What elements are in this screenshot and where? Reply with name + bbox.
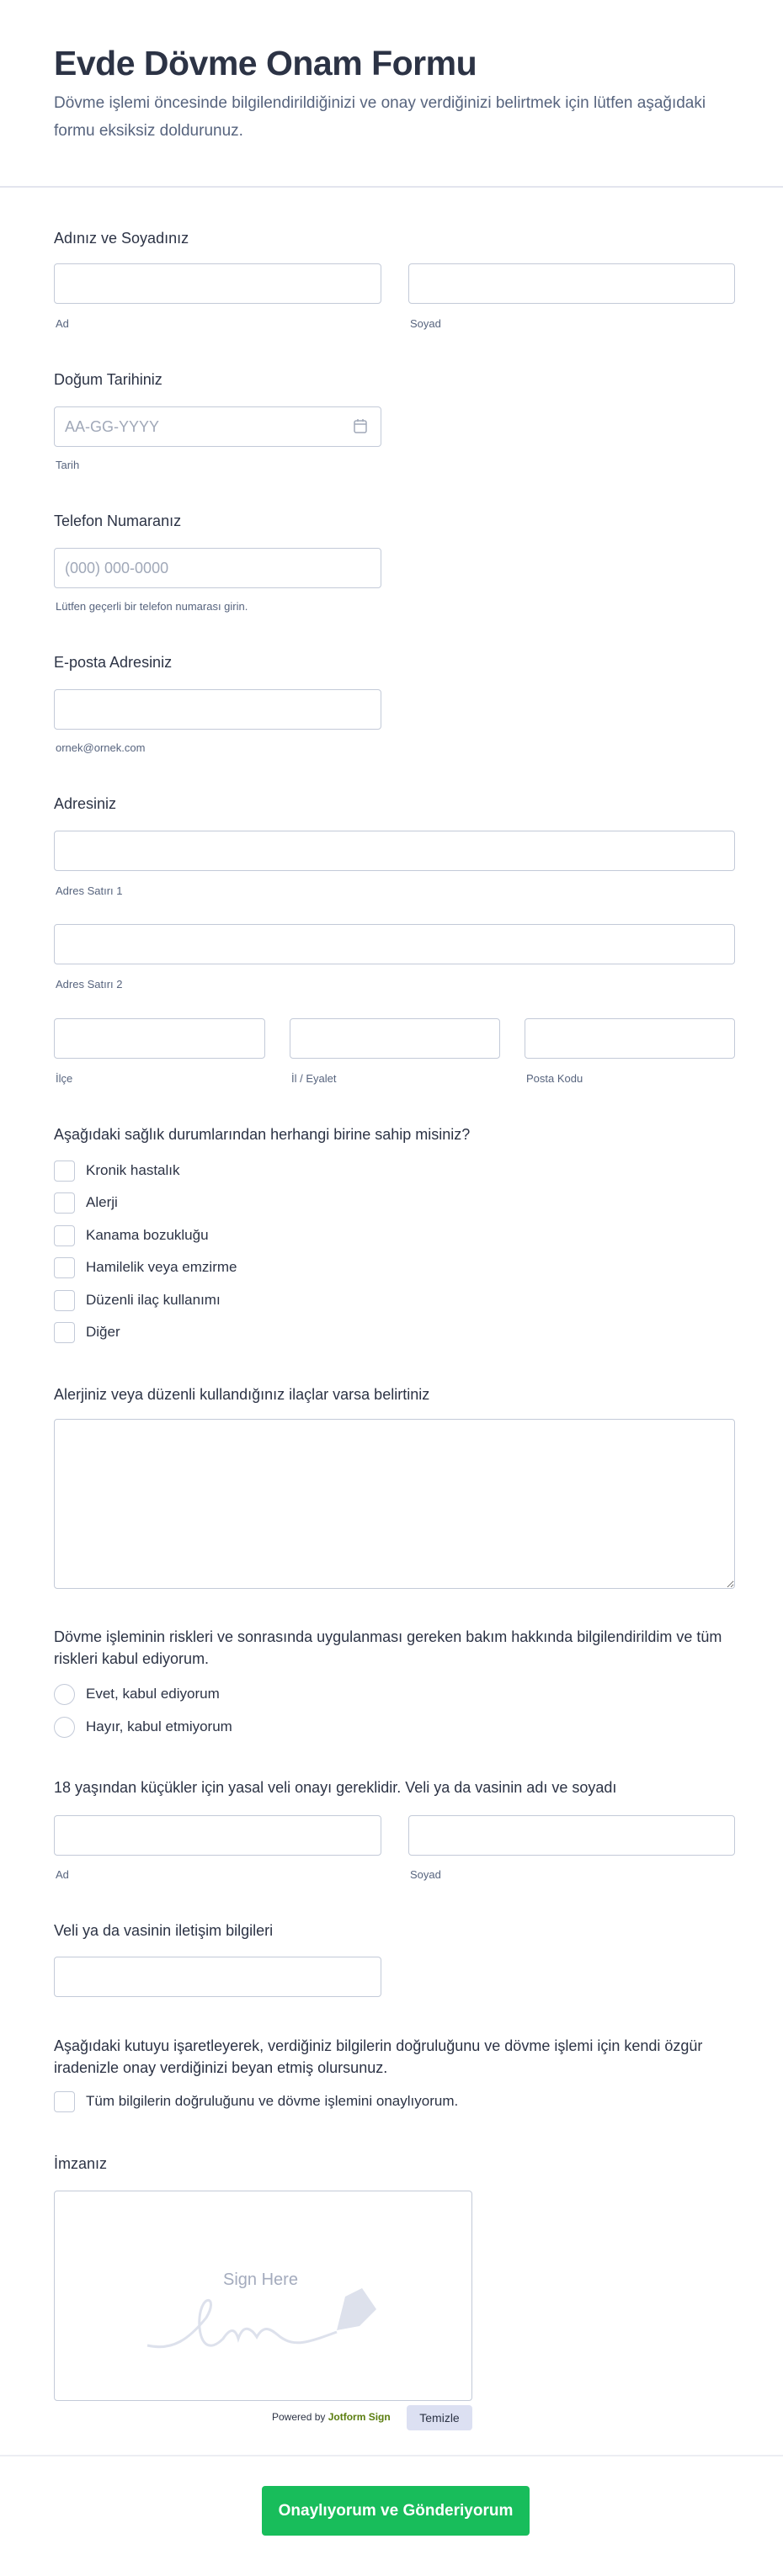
allergy-label: Alerjiniz veya düzenli kullandığınız ilaçlar varsa belirtiniz xyxy=(54,1386,430,1403)
checkbox-label: Düzenli ilaç kullanımı xyxy=(86,1292,221,1308)
checkbox-bleeding-disorder[interactable] xyxy=(54,1225,75,1246)
district-sublabel: İlçe xyxy=(56,1072,73,1085)
state-input[interactable] xyxy=(290,1018,500,1059)
address-line2-sublabel: Adres Satırı 2 xyxy=(56,978,123,991)
radio-label: Hayır, kabul etmiyorum xyxy=(86,1718,232,1734)
checkbox-label: Kanama bozukluğu xyxy=(86,1227,209,1243)
phone-input[interactable] xyxy=(54,548,381,588)
birth-date-label: Doğum Tarihiniz xyxy=(54,371,162,388)
last-name-sublabel: Soyad xyxy=(410,317,441,330)
signature-pad[interactable] xyxy=(54,2191,472,2401)
birth-date-input[interactable] xyxy=(54,406,381,447)
checkbox-label: Tüm bilgilerin doğruluğunu ve dövme işlemini onaylıyorum. xyxy=(86,2093,459,2109)
address-label: Adresiniz xyxy=(54,795,117,812)
form-title: Evde Dövme Onam Formu xyxy=(54,44,477,82)
declaration-label: Aşağıdaki kutuyu işaretleyerek, verdiğiniz bilgilerin doğruluğunu ve dövme işlemi için kendi özgür iradenizle onay verdiğinizi beyan etmiş olursunuz. xyxy=(54,2037,703,2076)
form-subtitle: Dövme işlemi öncesinde bilgilendirildiğinizi ve onay verdiğinizi belirtmek için lütfen aşağıdaki formu eksiksiz doldurunuz. xyxy=(54,94,706,140)
signature-label: İmzanız xyxy=(54,2155,108,2172)
address-line1-sublabel: Adres Satırı 1 xyxy=(56,884,123,897)
state-sublabel: İl / Eyalet xyxy=(291,1072,337,1085)
phone-label: Telefon Numaranız xyxy=(54,513,182,529)
radio-accept[interactable] xyxy=(54,1684,75,1705)
radio-label: Evet, kabul ediyorum xyxy=(86,1686,220,1702)
checkbox-label: Kronik hastalık xyxy=(86,1162,180,1178)
checkbox-declaration[interactable] xyxy=(54,2091,75,2112)
checkbox-label: Diğer xyxy=(86,1324,120,1340)
submit-button[interactable]: Onaylıyorum ve Gönderiyorum xyxy=(262,2486,530,2536)
guardian-contact-label: Veli ya da vasinin iletişim bilgileri xyxy=(54,1922,274,1939)
postal-code-sublabel: Posta Kodu xyxy=(526,1072,583,1085)
guardian-last-name-input[interactable] xyxy=(408,1815,735,1856)
checkbox-pregnancy[interactable] xyxy=(54,1257,75,1278)
checkbox-other[interactable] xyxy=(54,1322,75,1343)
jotform-sign-brand: Jotform Sign xyxy=(328,2411,391,2423)
footer-divider xyxy=(0,2455,783,2456)
address-line1-input[interactable] xyxy=(54,831,735,871)
name-label: Adınız ve Soyadınız xyxy=(54,230,189,247)
checkbox-chronic-illness[interactable] xyxy=(54,1161,75,1182)
risk-consent-label: Dövme işleminin riskleri ve sonrasında uygulanması gereken bakım hakkında bilgilendirildim ve tüm riskleri kabul ediyorum. xyxy=(54,1628,722,1667)
birth-date-sublabel: Tarih xyxy=(56,459,80,471)
email-hint: ornek@ornek.com xyxy=(56,741,146,754)
guardian-contact-input[interactable] xyxy=(54,1957,381,1997)
email-input[interactable] xyxy=(54,689,381,730)
allergy-textarea[interactable] xyxy=(54,1419,735,1589)
first-name-input[interactable] xyxy=(54,263,381,304)
calendar-icon[interactable] xyxy=(353,417,368,438)
powered-by-text xyxy=(272,2411,391,2423)
email-label: E-posta Adresiniz xyxy=(54,654,173,671)
health-conditions-label: Aşağıdaki sağlık durumlarından herhangi birine sahip misiniz? xyxy=(54,1126,471,1143)
checkbox-regular-medication[interactable] xyxy=(54,1290,75,1311)
guardian-first-name-input[interactable] xyxy=(54,1815,381,1856)
clear-signature-button[interactable]: Temizle xyxy=(407,2405,472,2430)
district-input[interactable] xyxy=(54,1018,265,1059)
checkbox-allergy[interactable] xyxy=(54,1192,75,1214)
checkbox-label: Hamilelik veya emzirme xyxy=(86,1259,237,1275)
guardian-first-sublabel: Ad xyxy=(56,1868,69,1881)
powered-by-label: Powered by xyxy=(272,2411,326,2423)
radio-decline[interactable] xyxy=(54,1717,75,1738)
address-line2-input[interactable] xyxy=(54,924,735,964)
phone-hint: Lütfen geçerli bir telefon numarası girin. xyxy=(56,600,248,613)
guardian-name-label: 18 yaşından küçükler için yasal veli onayı gereklidir. Veli ya da vasinin adı ve soyadı xyxy=(54,1779,617,1796)
sign-here-placeholder: Sign Here xyxy=(223,2271,298,2289)
last-name-input[interactable] xyxy=(408,263,735,304)
checkbox-label: Alerji xyxy=(86,1194,118,1210)
header-divider xyxy=(0,186,783,188)
postal-code-input[interactable] xyxy=(525,1018,735,1059)
guardian-last-sublabel: Soyad xyxy=(410,1868,441,1881)
first-name-sublabel: Ad xyxy=(56,317,69,330)
